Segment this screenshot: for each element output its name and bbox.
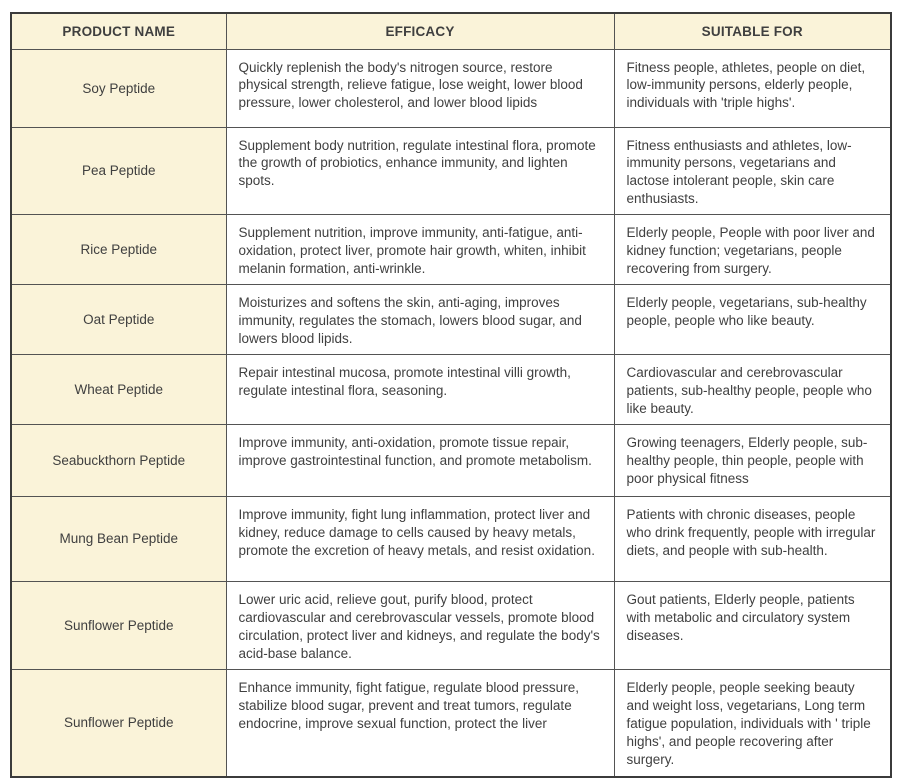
table-row	[11, 215, 891, 285]
suitable-for-cell: Elderly people, People with poor liver and kidney function; vegetarians, people recovering from surgery.	[614, 215, 891, 285]
table-row	[11, 669, 891, 777]
table-row	[11, 355, 891, 425]
product-name-cell: Sunflower Peptide	[11, 581, 226, 669]
peptide-comparison-table	[10, 12, 892, 778]
suitable-for-cell: Elderly people, vegetarians, sub-healthy people, people who like beauty.	[614, 285, 891, 355]
product-name-cell: Oat Peptide	[11, 285, 226, 355]
suitable-for-cell: Fitness enthusiasts and athletes, low-immunity persons, vegetarians and lactose intolerant people, skin care enthusiasts.	[614, 127, 891, 215]
table-row	[11, 285, 891, 355]
efficacy-cell: Repair intestinal mucosa, promote intestinal villi growth, regulate intestinal flora, seasoning.	[226, 355, 614, 425]
suitable-for-cell: Patients with chronic diseases, people who drink frequently, people with irregular diets, and people with sub-health.	[614, 496, 891, 581]
suitable-for-cell: Growing teenagers, Elderly people, sub-healthy people, thin people, people with poor physical fitness	[614, 424, 891, 496]
table-row	[11, 127, 891, 215]
header-row	[11, 13, 891, 49]
product-name-cell: Seabuckthorn Peptide	[11, 424, 226, 496]
efficacy-cell: Improve immunity, anti-oxidation, promote tissue repair, improve gastrointestinal function, and promote metabolism.	[226, 424, 614, 496]
product-name-cell: Rice Peptide	[11, 215, 226, 285]
efficacy-cell: Enhance immunity, fight fatigue, regulate blood pressure, stabilize blood sugar, prevent and treat tumors, regulate endocrine, improve sexual function, protect the liver	[226, 669, 614, 777]
efficacy-cell: Quickly replenish the body's nitrogen source, restore physical strength, relieve fatigue, lose weight, lower blood pressure, lower cholesterol, and lower blood lipids	[226, 49, 614, 127]
table-row	[11, 496, 891, 581]
efficacy-cell: Improve immunity, fight lung inflammation, protect liver and kidney, reduce damage to cells caused by heavy metals, promote the excretion of heavy metals, and resist oxidation.	[226, 496, 614, 581]
column-header-suitable-for: SUITABLE FOR	[614, 13, 891, 49]
column-header-efficacy: EFFICACY	[226, 13, 614, 49]
efficacy-cell: Supplement nutrition, improve immunity, anti-fatigue, anti-oxidation, protect liver, promote hair growth, whiten, inhibit melanin formation, anti-wrinkle.	[226, 215, 614, 285]
product-name-cell: Sunflower Peptide	[11, 669, 226, 777]
product-name-cell: Pea Peptide	[11, 127, 226, 215]
suitable-for-cell: Elderly people, people seeking beauty and weight loss, vegetarians, Long term fatigue population, individuals with ' triple highs', and people recovering after surgery.	[614, 669, 891, 777]
efficacy-cell: Lower uric acid, relieve gout, purify blood, protect cardiovascular and cerebrovascular vessels, promote blood circulation, protect liver and kidneys, and regulate the body's acid-base balance.	[226, 581, 614, 669]
suitable-for-cell: Fitness people, athletes, people on diet, low-immunity persons, elderly people, individuals with 'triple highs'.	[614, 49, 891, 127]
table-row	[11, 581, 891, 669]
efficacy-cell: Supplement body nutrition, regulate intestinal flora, promote the growth of probiotics, enhance immunity, and lighten spots.	[226, 127, 614, 215]
efficacy-cell: Moisturizes and softens the skin, anti-aging, improves immunity, regulates the stomach, lowers blood sugar, and lowers blood lipids.	[226, 285, 614, 355]
column-header-product-name: PRODUCT NAME	[11, 13, 226, 49]
table-row	[11, 49, 891, 127]
product-name-cell: Soy Peptide	[11, 49, 226, 127]
suitable-for-cell: Cardiovascular and cerebrovascular patients, sub-healthy people, people who like beauty.	[614, 355, 891, 425]
table-row	[11, 424, 891, 496]
product-name-cell: Mung Bean Peptide	[11, 496, 226, 581]
suitable-for-cell: Gout patients, Elderly people, patients with metabolic and circulatory system diseases.	[614, 581, 891, 669]
product-name-cell: Wheat Peptide	[11, 355, 226, 425]
